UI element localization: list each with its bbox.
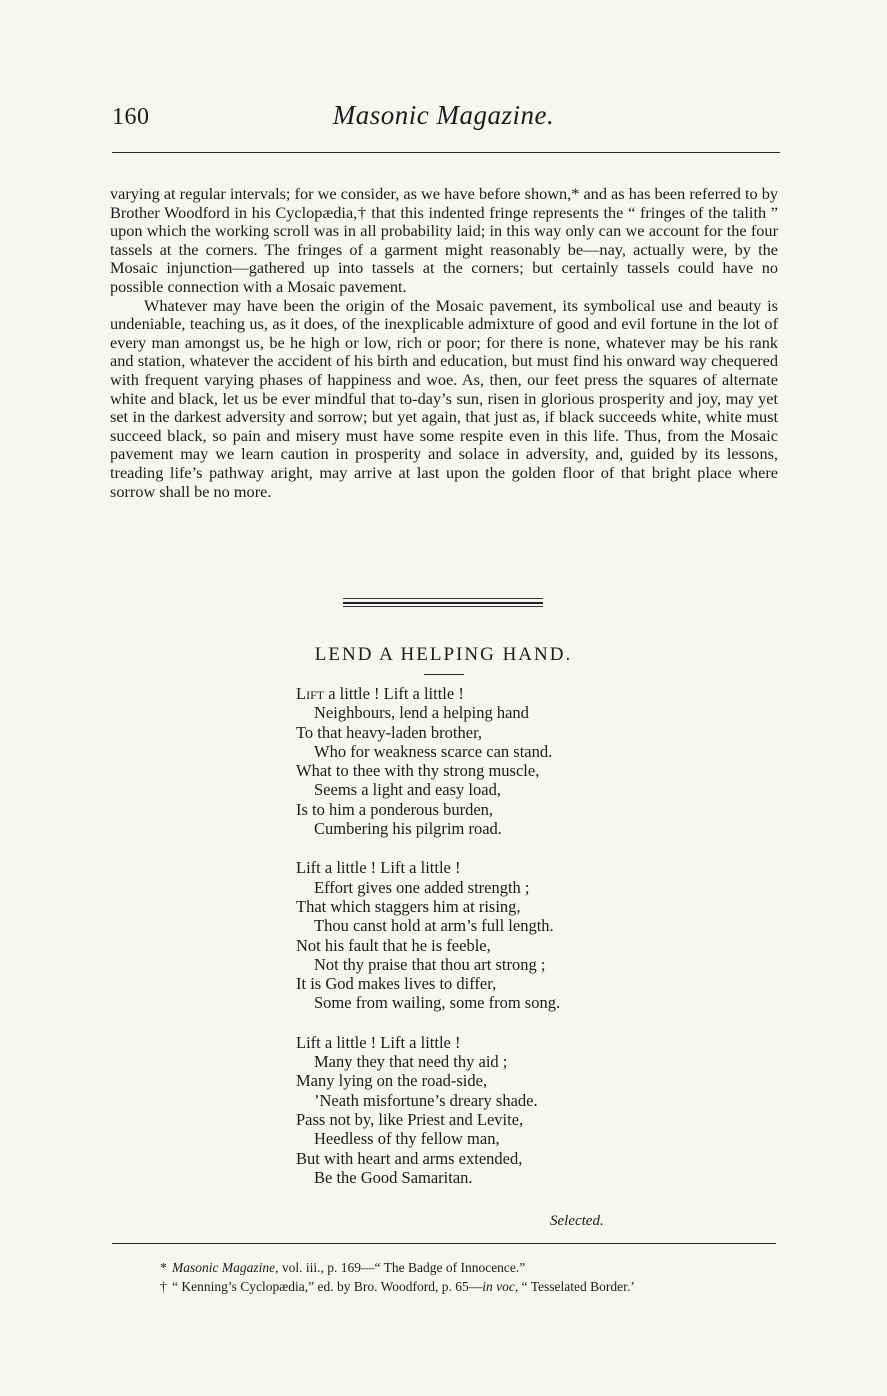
section-divider [343,598,543,608]
article-text [110,185,778,501]
title-underline [424,674,464,675]
poem-line: Effort gives one added strength ; [314,877,530,897]
drop-word: Lift [296,684,325,703]
poem-line: Neighbours, lend a helping hand [314,703,529,723]
poem-line: Be the Good Samaritan. [314,1167,473,1187]
poem-line: Some from wailing, some from song. [314,993,561,1013]
stanza [296,684,656,838]
page-number: 160 [112,104,150,130]
poem-title: LEND A HELPING HAND. [314,644,573,665]
footnote-rule [112,1243,776,1244]
poem-line: Is to him a ponderous burden, [296,799,494,819]
footnote: * Masonic Magazine, vol. iii., p. 169—“ The Badge of Innocence.” [160,1260,526,1275]
poem-line: Pass not by, like Priest and Levite, [296,1109,524,1129]
poem-line: To that heavy-laden brother, [296,722,483,742]
poem-line: But with heart and arms extended, [296,1148,523,1168]
poem-line: Not thy praise that thou art strong ; [314,954,546,974]
poem-line: Seems a light and easy load, [314,780,501,800]
poem-line: Lift a little ! Lift a little ! [296,684,464,703]
poem-line: Not his fault that he is feeble, [296,935,491,955]
stanza [296,858,656,1012]
poem-line: Lift a little ! Lift a little ! [296,1032,461,1052]
poem-line: ’Neath misfortune’s dreary shade. [314,1090,538,1110]
poem-line: Thou canst hold at arm’s full length. [314,916,554,936]
poem-line: Many lying on the road-side, [296,1071,488,1091]
running-title: Masonic Magazine. [332,100,555,130]
poem-line: Heedless of thy fellow man, [314,1129,500,1149]
poem-line: That which staggers him at rising, [296,896,521,916]
footnote: † “ Kenning’s Cyclopædia,” ed. by Bro. Woodford, p. 65—in voc, “ Tesselated Border.’ [160,1279,635,1294]
poem-line: What to thee with thy strong muscle, [296,761,540,781]
footnotes [160,1258,800,1296]
header-rule [112,152,780,153]
poem-line: Lift a little ! Lift a little ! [296,858,461,878]
poem-attribution: Selected. [550,1213,604,1229]
poem [296,684,656,1207]
poem-line: Cumbering his pilgrim road. [314,819,502,839]
poem-line: Who for weakness scarce can stand. [314,741,553,761]
stanza [296,1033,656,1187]
footnote-mark: * [160,1260,167,1275]
paragraph: Whatever may have been the origin of the Mosaic pavement, its symbolical use and beauty is undeniable, teaching us, as it does, of the inexplicable admixture of good and evil fortune in the lot of every man amongst us, be he high or low, rich or poor; for there is none, whatever may be his rank and station, whatever the accident of his birth and education, but must find his onward way chequered with frequent varying phases of happiness and woe. As, then, our feet press the squares of alternate white and black, let us be ever mindful that to-day’s sun, risen in glorious prosperity and joy, may yet set in the darkest adversity and sorrow; but yet again, that just as, if black succeeds white, white must succeed black, so pain and misery must have some respite even in this life. Thus, from the Mosaic pavement may we learn caution in prosperity and solace in adversity, and, guided by its lessons, treading life’s pathway aright, may arrive at last upon the golden floor of that bright place where sorrow shall be no more. [110,295,778,501]
poem-line: Many they that need thy aid ; [314,1052,508,1072]
poem-line: It is God makes lives to differ, [296,974,497,994]
footnote-mark: † [160,1279,167,1294]
paragraph: varying at regular intervals; for we consider, as we have before shown,* and as has been referred to by Brother Woodford in his Cyclopædia,† that this indented fringe represents the “ fringes of the talith ” upon which the working scroll was in all probability laid; in this way only can we account for the four tassels at the corners. The fringes of a garment might reasonably be—nay, actually were, by the Mosaic injunction—gathered up into tassels at the corners; but certainly tassels could have no possible connection with a Mosaic pavement. [110,184,778,296]
